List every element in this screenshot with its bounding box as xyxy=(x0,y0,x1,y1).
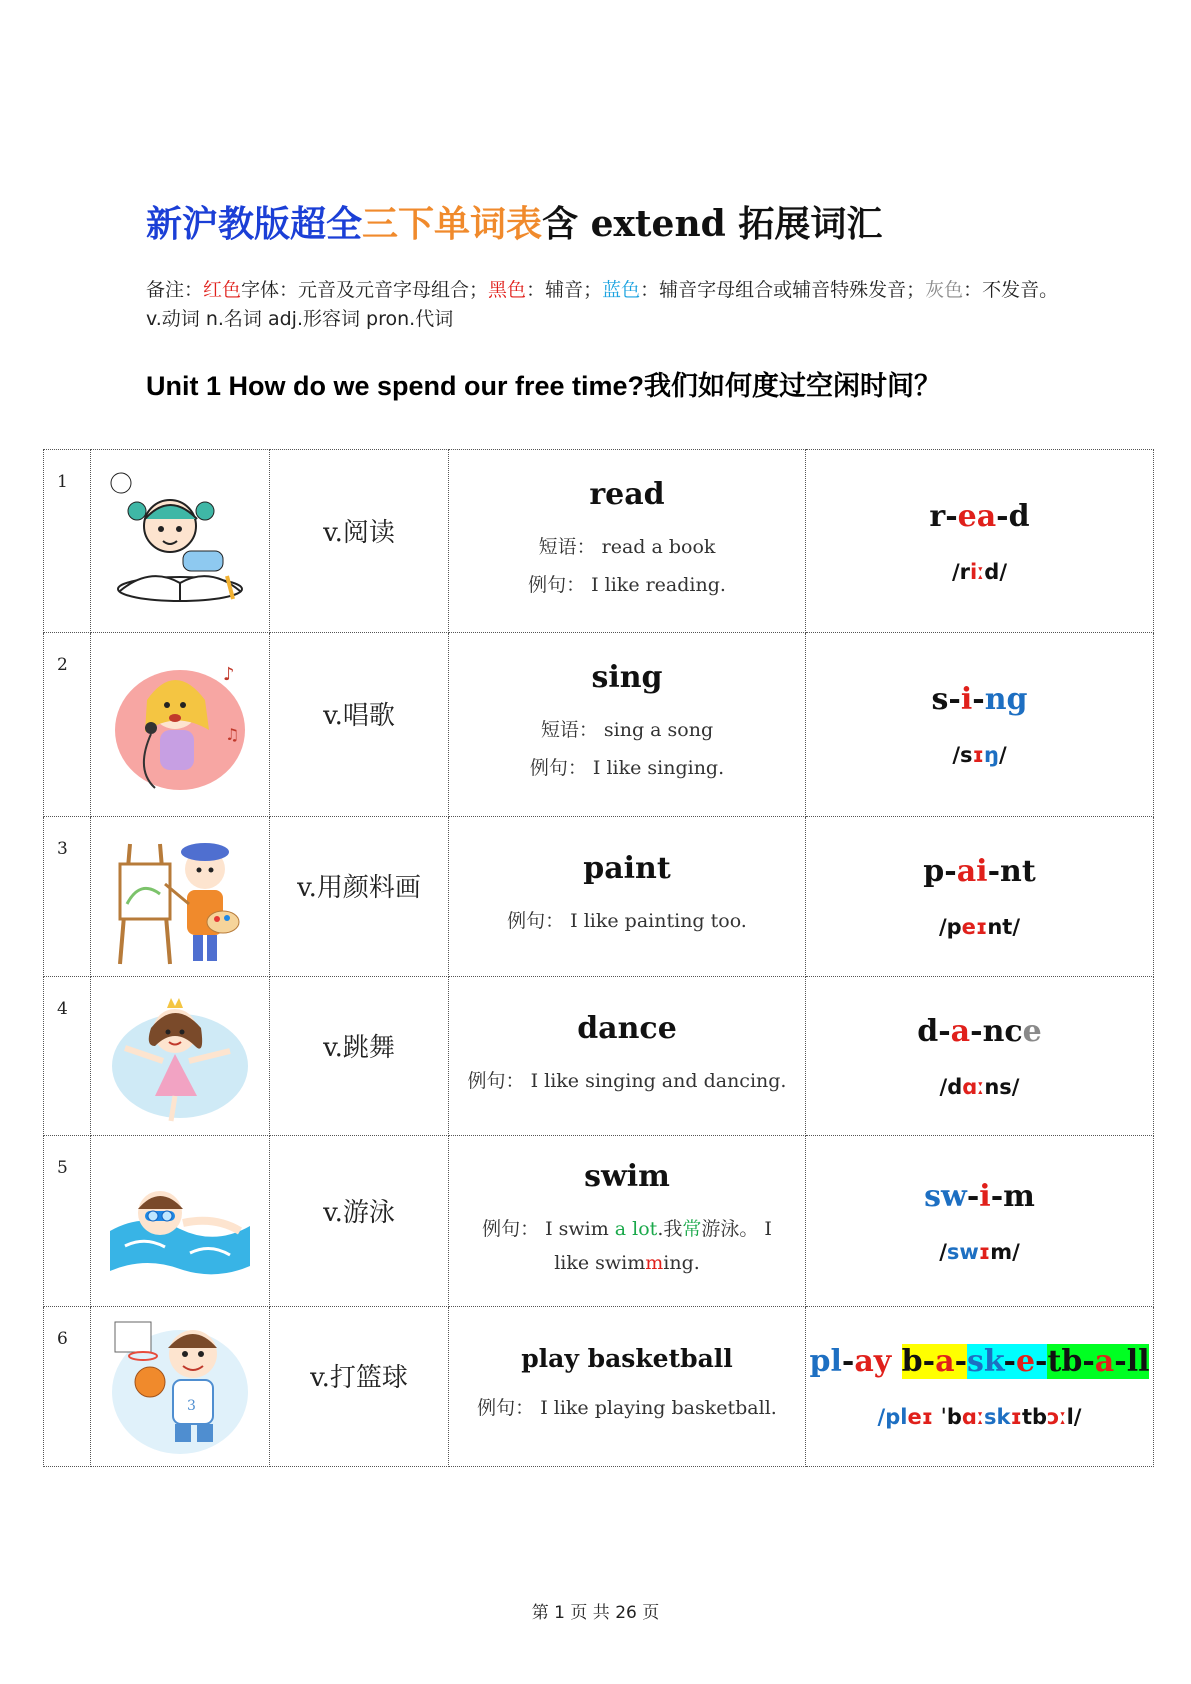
spelling-part: p xyxy=(923,854,945,889)
note-red-desc: 字体：元音及元音字母组合； xyxy=(241,279,489,301)
spelling-part: - xyxy=(948,682,961,717)
title-part-black: 含 extend 拓展词汇 xyxy=(542,203,883,245)
spelling-part: eɪ xyxy=(961,915,988,939)
phrase-line: 短语： read a book xyxy=(538,535,716,558)
part-of-speech: v.用颜料画 xyxy=(270,817,449,977)
spelling-part: /r xyxy=(951,559,971,584)
phonics-cell xyxy=(806,1136,1154,1307)
spelling-part: d xyxy=(917,1013,939,1049)
spelling-part: e xyxy=(1022,1013,1042,1049)
note-black-label: 黑色 xyxy=(488,279,527,301)
spelling-part: nt/ xyxy=(987,915,1021,939)
phonics-cell xyxy=(806,817,1154,977)
spelling-breakdown xyxy=(806,499,1153,534)
example-line: 例句： I swim a lot.我常游泳。 I like swimming. xyxy=(482,1217,772,1274)
part-of-speech: v.唱歌 xyxy=(270,633,449,817)
note-red-label: 红色 xyxy=(203,279,242,301)
spelling-part: tb xyxy=(1021,1405,1048,1429)
spelling-part: i xyxy=(979,1178,991,1214)
spelling-part: r xyxy=(929,498,946,534)
word-title: paint xyxy=(583,851,671,886)
spelling-part: ɑː xyxy=(961,1405,985,1429)
spelling-part: - xyxy=(990,1178,1004,1214)
spelling-part: / xyxy=(939,1239,947,1264)
spelling-part: m/ xyxy=(990,1239,1020,1264)
spelling-part: - xyxy=(970,1013,983,1049)
phonetic-transcription xyxy=(806,560,1153,584)
boy-swimming-picture xyxy=(91,1136,270,1307)
vocabulary-row xyxy=(44,450,1154,633)
part-of-speech: v.跳舞 xyxy=(270,977,449,1136)
spelling-part: l/ xyxy=(1066,1405,1082,1429)
title-part-orange: 三下单词表 xyxy=(362,203,543,245)
note-blue-label: 蓝色 xyxy=(602,279,641,301)
phonetic-transcription xyxy=(806,915,1153,939)
spelling-part: - xyxy=(972,682,985,717)
spelling-part: /d xyxy=(939,1074,963,1099)
spelling-breakdown xyxy=(806,1014,1153,1049)
word-cell xyxy=(449,633,806,817)
word-cell xyxy=(449,1307,806,1467)
vocabulary-row xyxy=(44,817,1154,977)
spelling-part: eɪ xyxy=(907,1405,934,1429)
phonetic-transcription xyxy=(806,1405,1153,1429)
row-number: 3 xyxy=(44,817,91,977)
spelling-breakdown xyxy=(806,682,1153,717)
example-line: 例句： I like painting too. xyxy=(507,910,747,932)
word-cell xyxy=(449,450,806,633)
page-footer: 第 1 页 共 26 页 xyxy=(531,1603,660,1623)
spelling-part: ɪ xyxy=(978,1239,991,1264)
phonetic-transcription xyxy=(806,1240,1153,1264)
spelling-part: ɔː xyxy=(1047,1405,1067,1429)
spelling-part: /s xyxy=(952,743,973,767)
title-part-blue: 新沪教版超全 xyxy=(146,203,363,245)
spelling-part: d xyxy=(1008,498,1030,534)
spelling-part: sw xyxy=(946,1239,979,1264)
phrase-line: 短语： sing a song xyxy=(540,719,714,741)
word-cell xyxy=(449,977,806,1136)
spelling-part: /p xyxy=(938,915,962,939)
spelling-part: sk xyxy=(984,1405,1011,1429)
example-line: 例句： I like singing and dancing. xyxy=(467,1069,787,1092)
row-number: 1 xyxy=(44,450,91,633)
spelling-part: ɑː xyxy=(962,1074,985,1099)
spelling-part: i xyxy=(960,682,973,717)
legend-note xyxy=(146,276,1066,334)
example-line: 例句： I like singing. xyxy=(529,757,725,779)
part-of-speech: v.打篮球 xyxy=(270,1307,449,1467)
boy-painting-picture xyxy=(91,817,270,977)
spelling-part: nc xyxy=(982,1013,1023,1049)
note-blue-desc: ：辅音字母组合或辅音特殊发音； xyxy=(640,279,926,301)
phonetic-transcription xyxy=(806,1075,1153,1099)
phonetic-transcription xyxy=(806,743,1153,767)
part-of-speech: v.阅读 xyxy=(270,450,449,633)
girl-reading-book-picture xyxy=(91,450,270,633)
spelling-part: a xyxy=(950,1013,971,1049)
spelling-part: - xyxy=(987,854,1001,889)
spelling-part: ai xyxy=(956,854,988,889)
phonics-cell xyxy=(806,977,1154,1136)
spelling-part: - xyxy=(996,498,1009,534)
svg-text:3: 3 xyxy=(187,1397,196,1414)
spelling-part: ns/ xyxy=(984,1074,1020,1099)
spelling-breakdown: pl-ay b-a-sk-e-tb-a-ll xyxy=(809,1344,1150,1379)
phonics-cell xyxy=(806,450,1154,633)
vocabulary-row xyxy=(44,633,1154,817)
spelling-breakdown xyxy=(806,1179,1153,1214)
example-line: 例句： I like reading. xyxy=(528,573,726,596)
row-number: 2 xyxy=(44,633,91,817)
spelling-part: ng xyxy=(984,682,1028,717)
word-cell xyxy=(449,817,806,977)
note-gray-label: 灰色 xyxy=(925,279,964,301)
spelling-part: sw xyxy=(924,1178,967,1214)
word-title: swim xyxy=(584,1158,670,1194)
row-number: 5 xyxy=(44,1136,91,1307)
boy-basketball-picture xyxy=(91,1307,270,1467)
vocabulary-row xyxy=(44,1136,1154,1307)
note-black-desc: ：辅音； xyxy=(526,279,603,301)
note-prefix: 备注： xyxy=(146,279,204,301)
word-cell xyxy=(449,1136,806,1307)
row-number: 6 xyxy=(44,1307,91,1467)
spelling-part: - xyxy=(945,498,958,534)
word-title: play basketball xyxy=(521,1344,733,1373)
vocabulary-row xyxy=(44,977,1154,1136)
spelling-part: ɪ xyxy=(1010,1405,1022,1429)
row-number: 4 xyxy=(44,977,91,1136)
word-title: read xyxy=(589,476,665,512)
spelling-part: / xyxy=(998,743,1007,767)
spelling-part: iː xyxy=(970,559,985,584)
spelling-part: ŋ xyxy=(984,743,999,767)
spelling-part: /pl xyxy=(877,1405,908,1429)
girl-dancing-picture xyxy=(91,977,270,1136)
svg-text:♪: ♪ xyxy=(223,663,235,685)
word-title: dance xyxy=(577,1010,677,1046)
example-line: 例句： I like playing basketball. xyxy=(477,1397,777,1419)
spelling-part: ˈb xyxy=(933,1405,962,1429)
spelling-part: m xyxy=(1003,1178,1035,1214)
note-gray-desc: ：不发音。 v.动词 n.名词 adj.形容词 pron.代词 xyxy=(146,279,1059,330)
part-of-speech: v.游泳 xyxy=(270,1136,449,1307)
unit-title: Unit 1 How do we spend our free time?我们如何度过空闲时间？ xyxy=(146,371,942,401)
document-title xyxy=(146,196,1126,247)
vocabulary-row xyxy=(44,1307,1154,1467)
spelling-part: ea xyxy=(957,498,997,534)
phonics-cell xyxy=(806,633,1154,817)
word-title: sing xyxy=(591,660,663,695)
spelling-part: - xyxy=(938,1013,951,1049)
vocabulary-table xyxy=(43,449,1154,1467)
spelling-part: ɪ xyxy=(972,743,984,767)
svg-text:♫: ♫ xyxy=(225,724,240,744)
spelling-part: d/ xyxy=(984,559,1007,584)
spelling-part: s xyxy=(931,682,949,717)
spelling-part: - xyxy=(944,854,957,889)
spelling-breakdown xyxy=(806,854,1153,889)
girl-singing-picture xyxy=(91,633,270,817)
spelling-part: - xyxy=(966,1178,980,1214)
phonics-cell xyxy=(806,1307,1154,1467)
spelling-part: nt xyxy=(1000,854,1036,889)
